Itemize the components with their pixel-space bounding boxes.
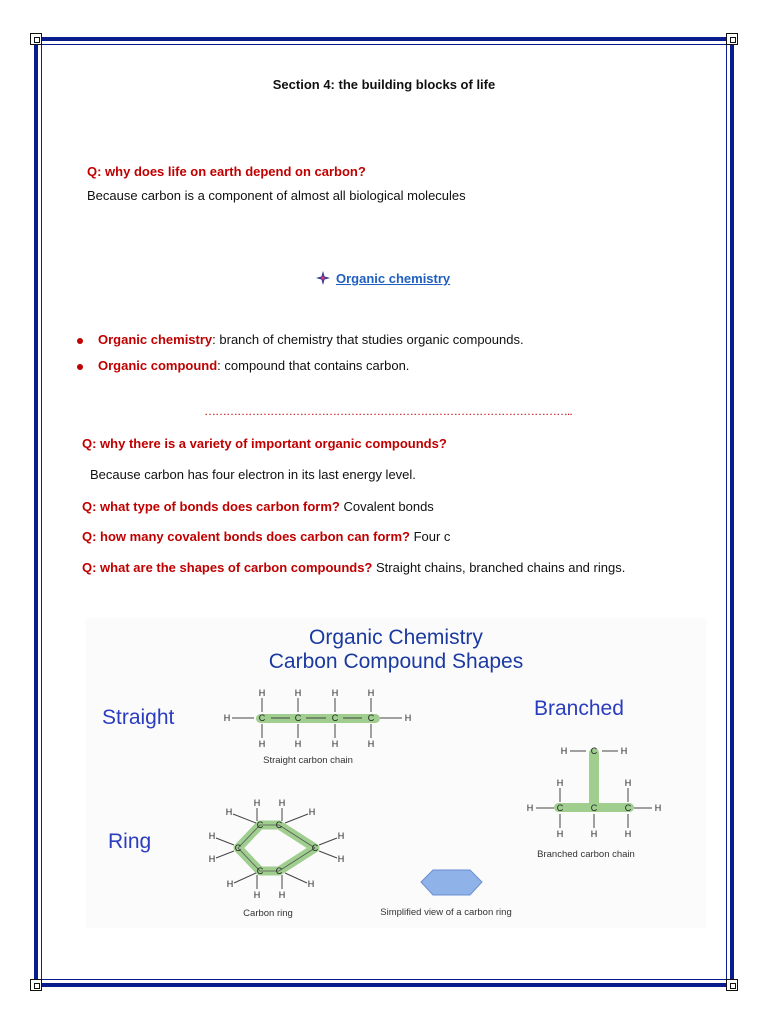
- answer-3: Covalent bonds: [339, 499, 434, 514]
- bullet-definition: : compound that contains carbon.: [217, 358, 410, 373]
- hydrogen-atom: H: [624, 778, 632, 788]
- hydrogen-atom: H: [404, 713, 412, 723]
- hydrogen-atom: H: [556, 829, 564, 839]
- hydrogen-atom: H: [278, 798, 286, 808]
- diagram-title-line-2: Carbon Compound Shapes: [268, 650, 524, 673]
- straight-label: Straight: [102, 706, 175, 729]
- hydrogen-atom: H: [337, 854, 345, 864]
- carbon-atom: C: [234, 843, 242, 853]
- carbon-atom: C: [275, 820, 283, 830]
- carbon-atom: C: [331, 713, 339, 723]
- question-1: Q: why does life on earth depend on carbon?: [87, 164, 366, 179]
- hydrogen-atom: H: [208, 831, 216, 841]
- carbon-atom: C: [256, 820, 264, 830]
- hydrogen-atom: H: [367, 739, 375, 749]
- straight-chain-molecule: [224, 688, 412, 749]
- diagram-title-line-1: Organic Chemistry: [309, 626, 483, 649]
- hydrogen-atom: H: [308, 807, 316, 817]
- answer-1: Because carbon is a component of almost all biological molecules: [87, 188, 466, 203]
- hydrogen-atom: H: [225, 807, 233, 817]
- carbon-ring-molecule: [209, 798, 345, 900]
- simplified-ring-hexagon: [421, 870, 482, 895]
- corner-ornament-bottom-left: [30, 979, 42, 991]
- question-3: Q: what type of bonds does carbon form?: [82, 499, 340, 514]
- hydrogen-atom: H: [253, 798, 261, 808]
- carbon-atom: C: [590, 746, 598, 756]
- bullet-term: Organic chemistry: [98, 332, 213, 347]
- corner-ornament-top-left: [30, 33, 42, 45]
- question-4-line: [82, 529, 450, 544]
- hydrogen-atom: H: [208, 854, 216, 864]
- hydrogen-atom: H: [278, 890, 286, 900]
- bullet-item-1: [98, 332, 524, 347]
- carbon-shapes-diagram: [86, 618, 706, 928]
- carbon-atom: C: [275, 866, 283, 876]
- hydrogen-atom: H: [556, 778, 564, 788]
- question-5-line: [82, 560, 625, 575]
- hydrogen-atom: H: [307, 879, 315, 889]
- answer-4: Four c: [409, 529, 451, 544]
- simplified-caption: Simplified view of a carbon ring: [380, 907, 512, 918]
- bullet-dot: [77, 364, 83, 370]
- carbon-atom: C: [311, 843, 319, 853]
- branched-label: Branched: [534, 697, 624, 720]
- hydrogen-atom: H: [590, 829, 598, 839]
- question-4: Q: how many covalent bonds does carbon can form?: [82, 529, 410, 544]
- carbon-atom: C: [258, 713, 266, 723]
- hydrogen-atom: H: [223, 713, 231, 723]
- carbon-shapes-svg: [86, 618, 706, 928]
- hydrogen-atom: H: [226, 879, 234, 889]
- bullet-dot: [77, 338, 83, 344]
- corner-ornament-bottom-right: [726, 979, 738, 991]
- question-3-line: [82, 499, 434, 514]
- corner-ornament-top-right: [726, 33, 738, 45]
- branched-caption: Branched carbon chain: [537, 849, 635, 860]
- hydrogen-atom: H: [624, 829, 632, 839]
- carbon-atom: C: [294, 713, 302, 723]
- hydrogen-atom: H: [253, 890, 261, 900]
- hydrogen-atom: H: [620, 746, 628, 756]
- bullet-definition: : branch of chemistry that studies organic compounds.: [212, 332, 524, 347]
- hydrogen-atom: H: [560, 746, 568, 756]
- hydrogen-atom: H: [337, 831, 345, 841]
- branched-chain-molecule: [527, 746, 662, 839]
- dotted-divider: ………………………………………………………………………………………..: [204, 404, 572, 418]
- hydrogen-atom: H: [654, 803, 662, 813]
- hydrogen-atom: H: [331, 739, 339, 749]
- bullet-item-2: [98, 358, 409, 373]
- hydrogen-atom: H: [258, 739, 266, 749]
- answer-5: Straight chains, branched chains and rings.: [372, 560, 626, 575]
- hydrogen-atom: H: [294, 739, 302, 749]
- page-title: Section 4: the building blocks of life: [272, 77, 496, 92]
- question-5: Q: what are the shapes of carbon compounds?: [82, 560, 373, 575]
- ring-caption: Carbon ring: [243, 908, 293, 919]
- carbon-atom: C: [556, 803, 564, 813]
- hydrogen-atom: H: [331, 688, 339, 698]
- question-2: Q: why there is a variety of important organic compounds?: [82, 436, 447, 451]
- compass-star-icon: [316, 271, 330, 285]
- organic-chemistry-link[interactable]: Organic chemistry: [336, 271, 451, 286]
- carbon-atom: C: [256, 866, 264, 876]
- carbon-atom: C: [624, 803, 632, 813]
- hydrogen-atom: H: [526, 803, 534, 813]
- hydrogen-atom: H: [367, 688, 375, 698]
- hydrogen-atom: H: [294, 688, 302, 698]
- hydrogen-atom: H: [258, 688, 266, 698]
- straight-caption: Straight carbon chain: [263, 755, 353, 766]
- organic-heading: [316, 271, 450, 286]
- ring-label: Ring: [108, 830, 152, 853]
- answer-2: Because carbon has four electron in its last energy level.: [90, 467, 416, 482]
- carbon-atom: C: [590, 803, 598, 813]
- bullet-term: Organic compound: [98, 358, 218, 373]
- carbon-atom: C: [367, 713, 375, 723]
